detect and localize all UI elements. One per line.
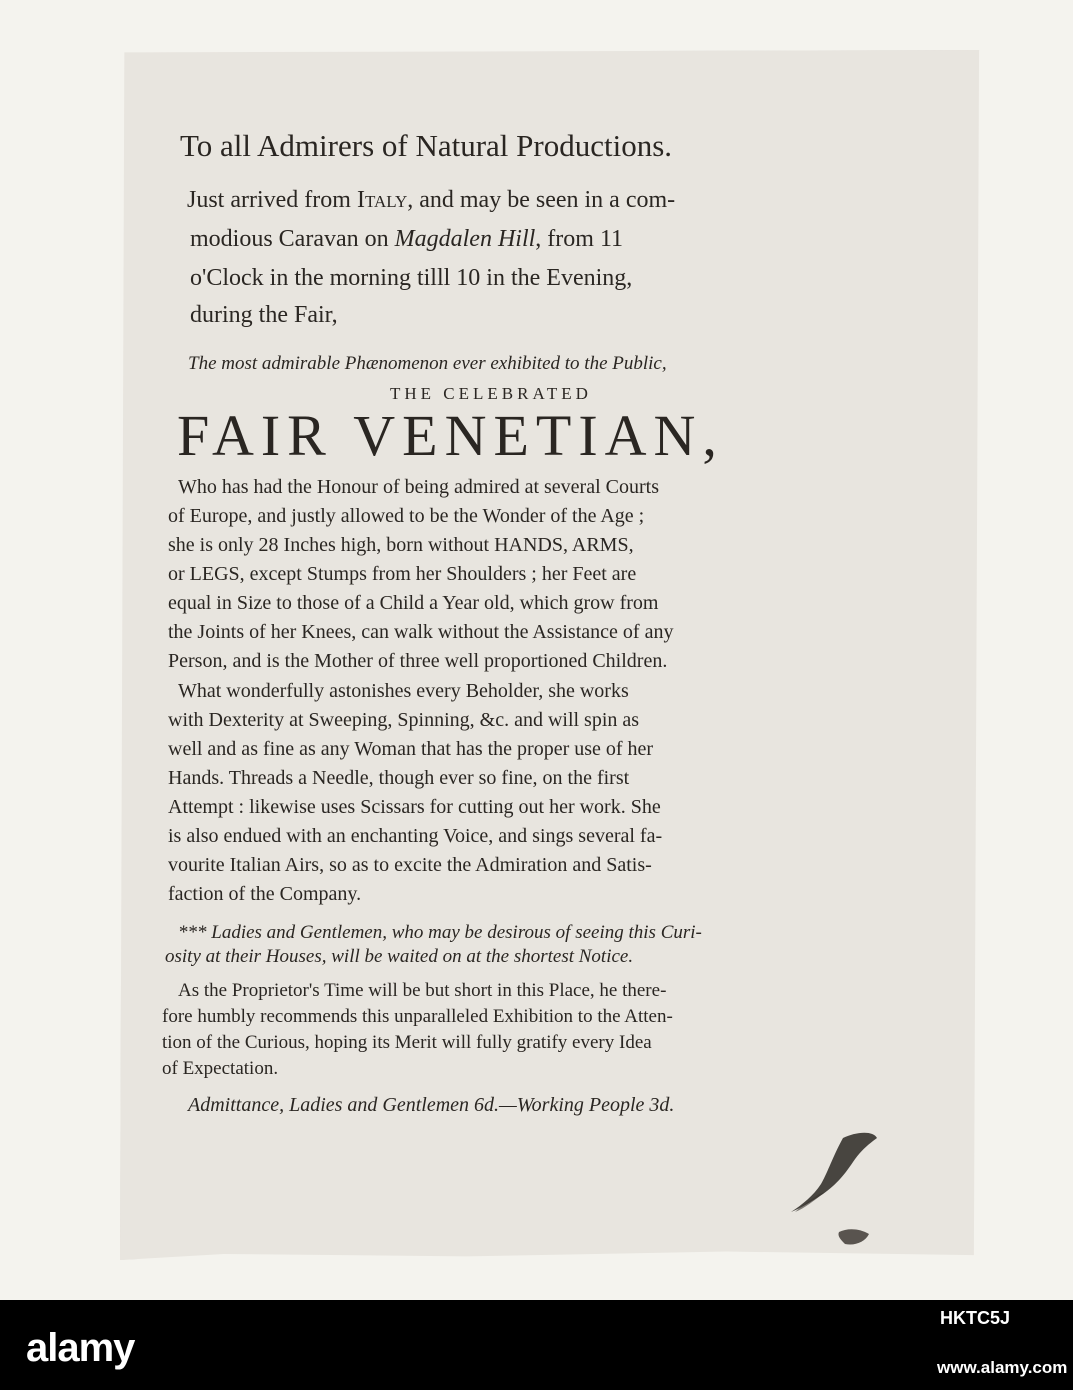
notice-line: *** Ladies and Gentlemen, who may be desirous of seeing this Curi-: [178, 922, 702, 943]
proprietor-line: fore humbly recommends this unparalleled Exhibition to the Atten-: [162, 1006, 673, 1027]
admittance-line: Admittance, Ladies and Gentlemen 6d.—Working People 3d.: [188, 1094, 675, 1116]
description-line: Person, and is the Mother of three well proportioned Children.: [168, 650, 668, 672]
stock-image-id: HKTC5J: [940, 1308, 1011, 1328]
description-line: vourite Italian Airs, so as to excite the Admiration and Satis-: [168, 854, 652, 876]
description-line: the Joints of her Knees, can walk without the Assistance of any: [168, 621, 674, 643]
intro-line: modious Caravan on Magdalen Hill, from 11: [190, 226, 624, 252]
description-line: is also endued with an enchanting Voice, and sings several fa-: [168, 825, 663, 847]
description-line: well and as fine as any Woman that has the proper use of her: [168, 738, 654, 760]
description-line: with Dexterity at Sweeping, Spinning, &c. and will spin as: [168, 709, 640, 731]
description-line: What wonderfully astonishes every Beholder, she works: [178, 680, 629, 702]
fair-venetian-title: FAIR VENETIAN,: [177, 403, 724, 468]
intro-line: during the Fair,: [190, 302, 338, 328]
phenomenon-line: The most admirable Phænomenon ever exhibited to the Public,: [188, 353, 667, 374]
stock-banner: [0, 1300, 1073, 1390]
celebrated-label: THE CELEBRATED: [390, 384, 592, 403]
intro-line: o'Clock in the morning tilll 10 in the Evening,: [190, 265, 633, 291]
description-line: Hands. Threads a Needle, though ever so fine, on the first: [168, 767, 630, 789]
description-line: faction of the Company.: [168, 883, 362, 905]
handbill-heading: To all Admirers of Natural Productions.: [180, 128, 673, 163]
description-line: equal in Size to those of a Child a Year old, which grow from: [168, 592, 659, 614]
description-line: or LEGS, except Stumps from her Shoulders ; her Feet are: [168, 563, 637, 585]
ink-smudge-icon: [765, 1128, 885, 1253]
description-line: Attempt : likewise uses Scissars for cutting out her work. She: [168, 796, 661, 818]
proprietor-line: tion of the Curious, hoping its Merit will fully gratify every Idea: [162, 1032, 652, 1053]
description-line: she is only 28 Inches high, born without HANDS, ARMS,: [168, 534, 634, 556]
intro-line: Just arrived from Italy, and may be seen in a com-: [187, 187, 676, 213]
stock-logo: alamy: [26, 1326, 135, 1370]
proprietor-line: As the Proprietor's Time will be but short in this Place, he there-: [178, 980, 667, 1001]
proprietor-line: of Expectation.: [162, 1058, 279, 1079]
description-line: Who has had the Honour of being admired at several Courts: [178, 476, 659, 498]
stock-url: www.alamy.com: [937, 1358, 1068, 1377]
description-line: of Europe, and justly allowed to be the Wonder of the Age ;: [168, 505, 645, 527]
notice-line: osity at their Houses, will be waited on at the shortest Notice.: [165, 946, 634, 967]
